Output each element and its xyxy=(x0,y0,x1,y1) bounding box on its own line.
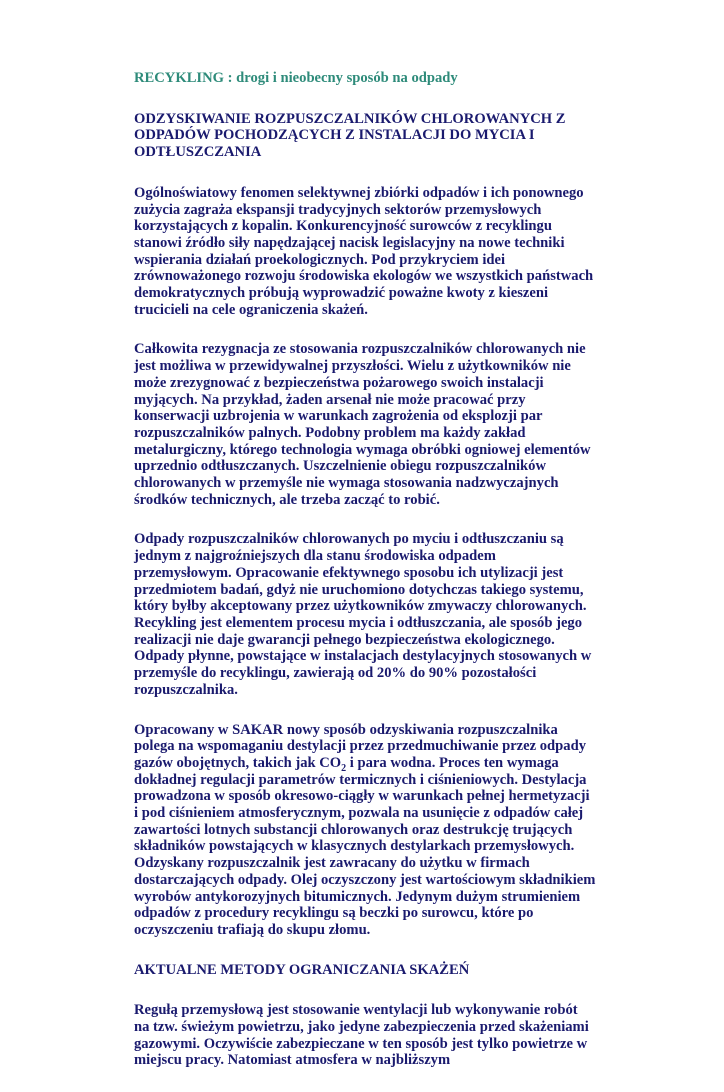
document-header: RECYKLING : drogi i nieobecny sposób na odpady xyxy=(134,70,458,86)
paragraph-1: Ogólnoświatowy fenomen selektywnej zbiórki odpadów i ich ponownego zużycia zagraża ekspansji tradycyjnych sektorów przemysłowych korzystających z kopalin. Konkurencyjność surowców z recyklingu stanowi źródło siły napędzającej nacisk legislacyjny na nowe techniki wspierania działań proekologicznych. Pod przykryciem idei zrównoważonego rozwoju środowiska ekologów we wszystkich państwach demokratycznych próbują wyprowadzić poważne kwoty z kieszeni trucicieli na cele ograniczenia skażeń. xyxy=(134,184,594,318)
paragraph-4-text-start: Opracowany w SAKAR nowy sposób odzyskiwania rozpuszczalnika polega na wspomaganiu destylacji przez przedmuchiwanie przez odpady gazów obojętnych, takich jak CO xyxy=(134,721,586,771)
paragraph-2: Całkowita rezygnacja ze stosowania rozpuszczalników chlorowanych nie jest możliwa w przewidywalnej przyszłości. Wielu z użytkowników nie może zrezygnować z bezpieczeństwa pożarowego swoich instalacji myjących. Na przykład, żaden arsenał nie może pracować przy konserwacji uzbrojenia w warunkach zagrożenia od eksplozji par rozpuszczalników palnych. Podobny problem ma każdy zakład metalurgiczny, którego technologia wymaga obróbki ogniowej elementów uprzednio odtłuszczanych. Uszczelnienie obiegu rozpuszczalników chlorowanych w przemyśle nie wymaga stosowania nadzwyczajnych środków technicznych, ale trzeba zacząć to robić. xyxy=(134,341,591,508)
paragraph-3: Odpady rozpuszczalników chlorowanych po myciu i odtłuszczaniu są jednym z najgroźniejszych dla stanu środowiska odpadem przemysłowym. Opracowanie efektywnego sposobu ich utylizacji jest przedmiotem badań, gdyż nie uruchomiono dotychczas takiego systemu, który byłby akceptowany przez użytkowników zmywaczy chlorowanych. Recykling jest elementem procesu mycia i odtłuszczania, ale sposób jego realizacji nie daje gwarancji pełnego bezpieczeństwa ekologicznego. Odpady płynne, powstające w instalacjach destylacyjnych stosowanych w przemyśle do recyklingu, zawierają od 20% do 90% pozostałości rozpuszczalnika. xyxy=(134,531,592,698)
document-page xyxy=(134,70,596,1092)
co2-subscript: 2 xyxy=(341,762,347,774)
document-title: ODZYSKIWANIE ROZPUSZCZALNIKÓW CHLOROWANYCH Z ODPADÓW POCHODZĄCYCH Z INSTALACJI DO MYCIA I ODTŁUSZCZANIA xyxy=(134,110,566,161)
paragraph-5: Regułą przemysłową jest stosowanie wentylacji lub wykonywanie robót na tzw. świeżym powietrzu, jako jedyne zabezpieczenia przed skażeniami gazowymi. Oczywiście zabezpieczane w ten sposób jest tylko powietrze w miejscu pracy. Natomiast atmosfera w najbliższym xyxy=(134,1002,589,1069)
paragraph-4-text-end: i para wodna. Proces ten wymaga dokładnej regulacji parametrów termicznych i ciśnieniowych. Destylacja prowadzona w sposób okresowo-ciągły w warunkach pełnej hermetyzacji i pod ciśnieniem atmosferycznym, pozwala na usunięcie z odpadów całej zawartości lotnych substancji chlorowanych oraz destrukcję trujących składników powstających w klasycznych destylarkach przemysłowych. Odzyskany rozpuszczalnik jest zawracany do użytku w firmach dostarczających odpady. Olej oczyszczony jest wartościowym składnikiem wyrobów antykorozyjnych bitumicznych. Jedynym dużym strumieniem odpadów z procedury recyklingu są beczki po surowcu, które po oczyszczeniu trafiają do skupu złomu. xyxy=(134,754,596,938)
paragraph-4 xyxy=(134,722,596,939)
section-heading-2: AKTUALNE METODY OGRANICZANIA SKAŻEŃ xyxy=(134,961,470,978)
